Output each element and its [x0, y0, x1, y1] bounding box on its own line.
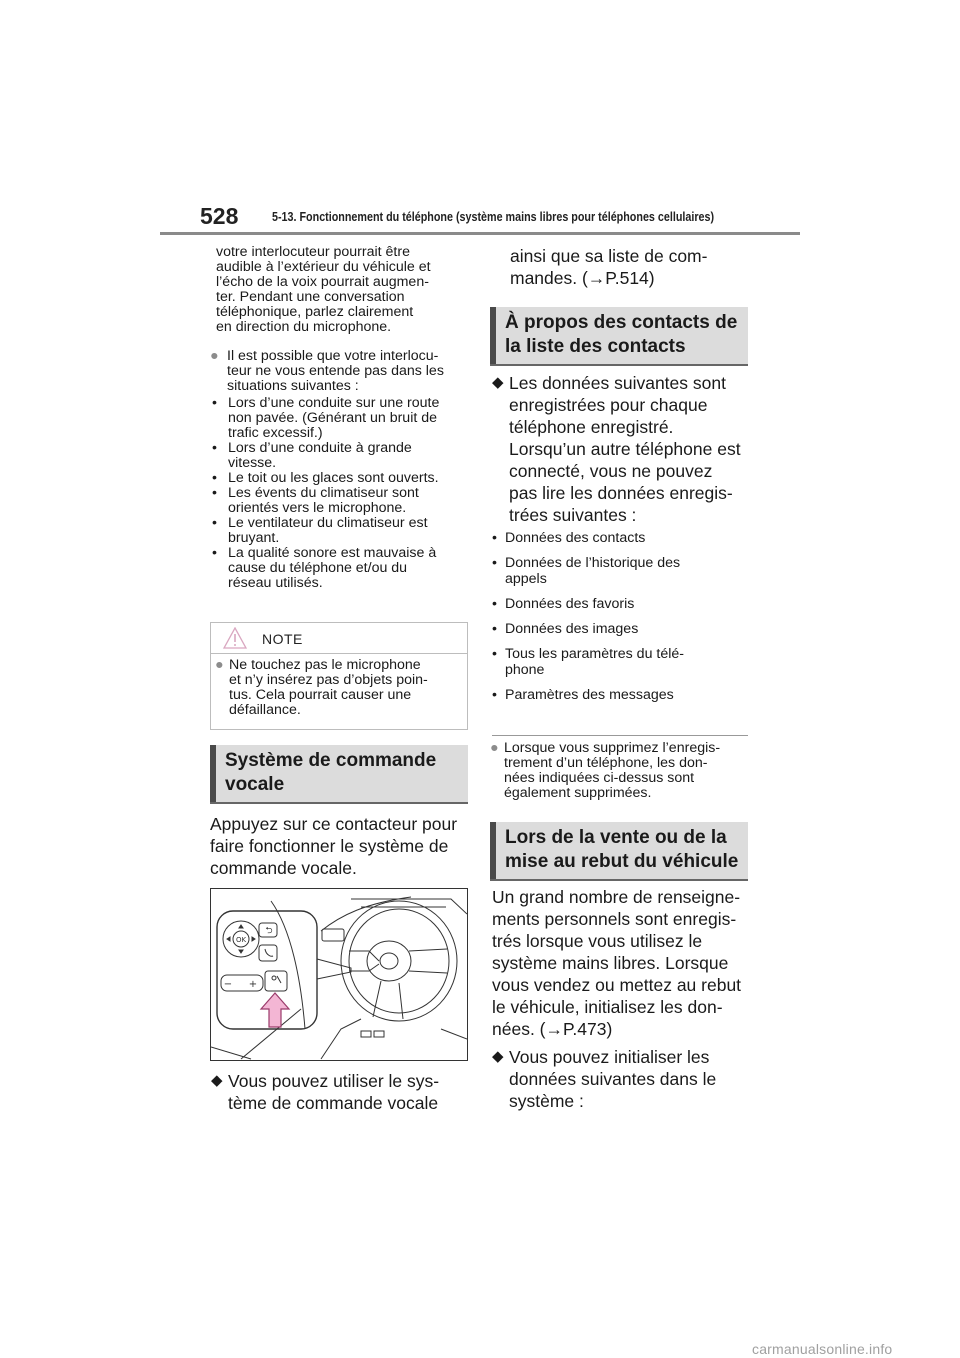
- circle-bullet-icon: ●: [490, 740, 499, 756]
- text-line: Appuyez sur ce contacteur pour: [210, 814, 458, 834]
- diamond-bullet-icon: ◆: [492, 1048, 504, 1065]
- header-rule: [160, 232, 800, 235]
- text-line: faire fonctionner le système de: [210, 836, 449, 856]
- diamond-bullet-item: [491, 372, 753, 526]
- stored-data-list: [492, 530, 752, 712]
- diamond-bullet-item: [210, 1070, 472, 1114]
- text-line: Un grand nombre de renseigne-: [492, 887, 741, 907]
- circle-bullet-item: [490, 741, 752, 801]
- text-line: teur ne vous entende pas dans les: [227, 363, 444, 379]
- text-line: ments personnels sont enregis-: [492, 909, 737, 929]
- text-line: Données des favoris: [505, 596, 635, 612]
- text-line: commande vocale.: [210, 858, 357, 878]
- footer-watermark: carmanualsonline.info: [752, 1341, 893, 1357]
- text-line: La qualité sonore est mauvaise à: [228, 545, 437, 561]
- text-line: l’écho de la voix pourrait augmen-: [216, 274, 429, 290]
- bullet-icon: •: [212, 470, 217, 486]
- diamond-bullet-icon: ◆: [211, 1072, 223, 1089]
- bullet-icon: •: [492, 596, 497, 612]
- text-line: Vous pouvez utiliser le sys-: [228, 1071, 440, 1091]
- diamond-bullet-icon: ◆: [492, 374, 504, 391]
- text-line: Les données suivantes sont: [509, 373, 726, 393]
- bullet-icon: •: [212, 545, 217, 561]
- bullet-icon: •: [212, 515, 217, 531]
- text-line: nées. (→P.473): [492, 1019, 613, 1039]
- text-line: audible à l’extérieur du véhicule et: [216, 259, 431, 275]
- list-item: [492, 530, 752, 546]
- list-item: [210, 471, 472, 486]
- situations-list: [210, 396, 472, 591]
- text-line: non pavée. (Générant un bruit de: [228, 410, 438, 426]
- text-line: Vous pouvez initialiser les: [509, 1047, 710, 1067]
- text-line: et n’y insérez pas d’objets poin-: [229, 672, 428, 688]
- text-line: cause du téléphone et/ou du: [228, 560, 408, 576]
- note-body: [215, 658, 465, 718]
- section-rule: [490, 879, 748, 881]
- text-line: Ne touchez pas le microphone: [229, 657, 421, 673]
- text-line: connecté, vous ne pouvez: [509, 461, 713, 481]
- list-item: [210, 486, 472, 516]
- bullet-icon: •: [492, 687, 497, 703]
- text-line: bruyant.: [228, 530, 280, 546]
- text-line: également supprimées.: [504, 785, 652, 801]
- text-line: Lorsque vous supprimez l’enregis-: [504, 740, 721, 756]
- text-line: Données des contacts: [505, 530, 646, 546]
- text-line: trement d’un téléphone, les don-: [504, 755, 708, 771]
- ok-button-label: OK: [235, 936, 247, 944]
- section-heading-vehicle-sale: [490, 822, 748, 880]
- text-line: Le toit ou les glaces sont ouverts.: [228, 470, 439, 486]
- text-line: défaillance.: [229, 702, 301, 718]
- section-title-line: À propos des contacts de: [505, 312, 738, 333]
- text-line: Les évents du climatiseur sont: [228, 485, 419, 501]
- text-line: vous vendez ou mettez au rebut: [492, 975, 742, 995]
- section-title-line: la liste des contacts: [505, 336, 686, 357]
- text-line: Lors d’une conduite sur une route: [228, 395, 440, 411]
- diamond-bullet-item: [491, 1046, 753, 1112]
- warning-triangle-icon: [223, 627, 247, 649]
- talk-switch-icon: [272, 976, 281, 983]
- volume-minus-label: −: [223, 979, 233, 990]
- text-line: Lorsqu’un autre téléphone est: [509, 439, 741, 459]
- text-line: données suivantes dans le: [509, 1069, 717, 1089]
- text-line: réseau utilisés.: [228, 575, 323, 591]
- text-line: Lors d’une conduite à grande: [228, 440, 412, 456]
- back-icon: ⮌: [265, 926, 273, 936]
- list-item: [492, 596, 752, 612]
- section-rule: [490, 364, 748, 366]
- list-item: [210, 441, 472, 471]
- section-heading-contacts: [490, 307, 748, 365]
- list-item: [492, 687, 752, 703]
- voice-paragraph: [210, 813, 472, 879]
- note-header: [211, 623, 467, 654]
- text-line: appels: [505, 571, 547, 587]
- bullet-icon: •: [492, 530, 497, 546]
- text-line: vitesse.: [228, 455, 277, 471]
- note-label: NOTE: [262, 631, 303, 647]
- text-line: Données de l’historique des: [505, 555, 681, 571]
- text-line: situations suivantes :: [227, 378, 359, 394]
- note-box: [210, 622, 468, 730]
- volume-plus-label: +: [248, 979, 258, 990]
- section-rule: [210, 802, 468, 804]
- text-line: trafic excessif.): [228, 425, 323, 441]
- text-line: en direction du microphone.: [216, 319, 392, 335]
- text-line: Il est possible que votre interlocu-: [227, 348, 439, 364]
- text-line: trés lorsque vous utilisez le: [492, 931, 703, 951]
- text-line: phone: [505, 662, 545, 678]
- text-line: tus. Cela pourrait causer une: [229, 687, 412, 703]
- text-line: pas lire les données enregis-: [509, 483, 733, 503]
- text-line: Paramètres des messages: [505, 687, 674, 703]
- bullet-icon: •: [212, 485, 217, 501]
- text-line: Tous les paramètres du télé-: [505, 646, 685, 662]
- section-heading-voice-command: [210, 745, 468, 803]
- section-title-line: Lors de la vente ou de la: [505, 827, 727, 848]
- bullet-icon: •: [492, 621, 497, 637]
- text-line: Données des images: [505, 621, 639, 637]
- text-line: orientés vers le microphone.: [228, 500, 407, 516]
- circle-bullet-icon: ●: [215, 657, 224, 673]
- steering-wheel-drawing: [211, 889, 467, 1060]
- section-title-line: mise au rebut du véhicule: [505, 851, 739, 872]
- text-line: ainsi que sa liste de com-: [510, 246, 708, 266]
- section-title-line: Système de commande: [225, 750, 437, 771]
- text-line: mandes. (→P.514): [510, 268, 655, 288]
- text-line: téléphone enregistré.: [509, 417, 674, 437]
- text-line: ter. Pendant une conversation: [216, 289, 405, 305]
- text-line: système mains libres. Lorsque: [492, 953, 729, 973]
- continuation-paragraph: [216, 245, 471, 335]
- section-title-line: vocale: [225, 774, 285, 795]
- list-item: [492, 555, 752, 587]
- text-line: tème de commande vocale: [228, 1093, 439, 1113]
- text-line: téléphonique, parlez clairement: [216, 304, 414, 320]
- list-item: [210, 546, 472, 591]
- circle-bullet-icon: ●: [210, 348, 219, 364]
- sale-paragraph: [492, 886, 754, 1040]
- steering-wheel-switch-illustration: [210, 888, 468, 1061]
- page-number: 528: [200, 203, 239, 229]
- text-line: nées indiquées ci-dessus sont: [504, 770, 695, 786]
- continuation-paragraph-right: [510, 245, 760, 289]
- list-item: [492, 646, 752, 678]
- bullet-icon: •: [212, 440, 217, 456]
- circle-bullet-item: [210, 349, 472, 394]
- text-line: enregistrées pour chaque: [509, 395, 708, 415]
- text-line: Le ventilateur du climatiseur est: [228, 515, 428, 531]
- divider: [492, 735, 748, 736]
- bullet-icon: •: [492, 555, 497, 571]
- list-item: [492, 621, 752, 637]
- text-line: trées suivantes :: [509, 505, 637, 525]
- bullet-icon: •: [212, 395, 217, 411]
- list-item: [210, 396, 472, 441]
- chapter-title: 5-13. Fonctionnement du téléphone (système mains libres pour téléphones cellulaires): [272, 210, 715, 224]
- bullet-icon: •: [492, 646, 497, 662]
- text-line: système :: [509, 1091, 584, 1111]
- text-line: le véhicule, initialisez les don-: [492, 997, 723, 1017]
- list-item: [210, 516, 472, 546]
- text-line: votre interlocuteur pourrait être: [216, 244, 410, 260]
